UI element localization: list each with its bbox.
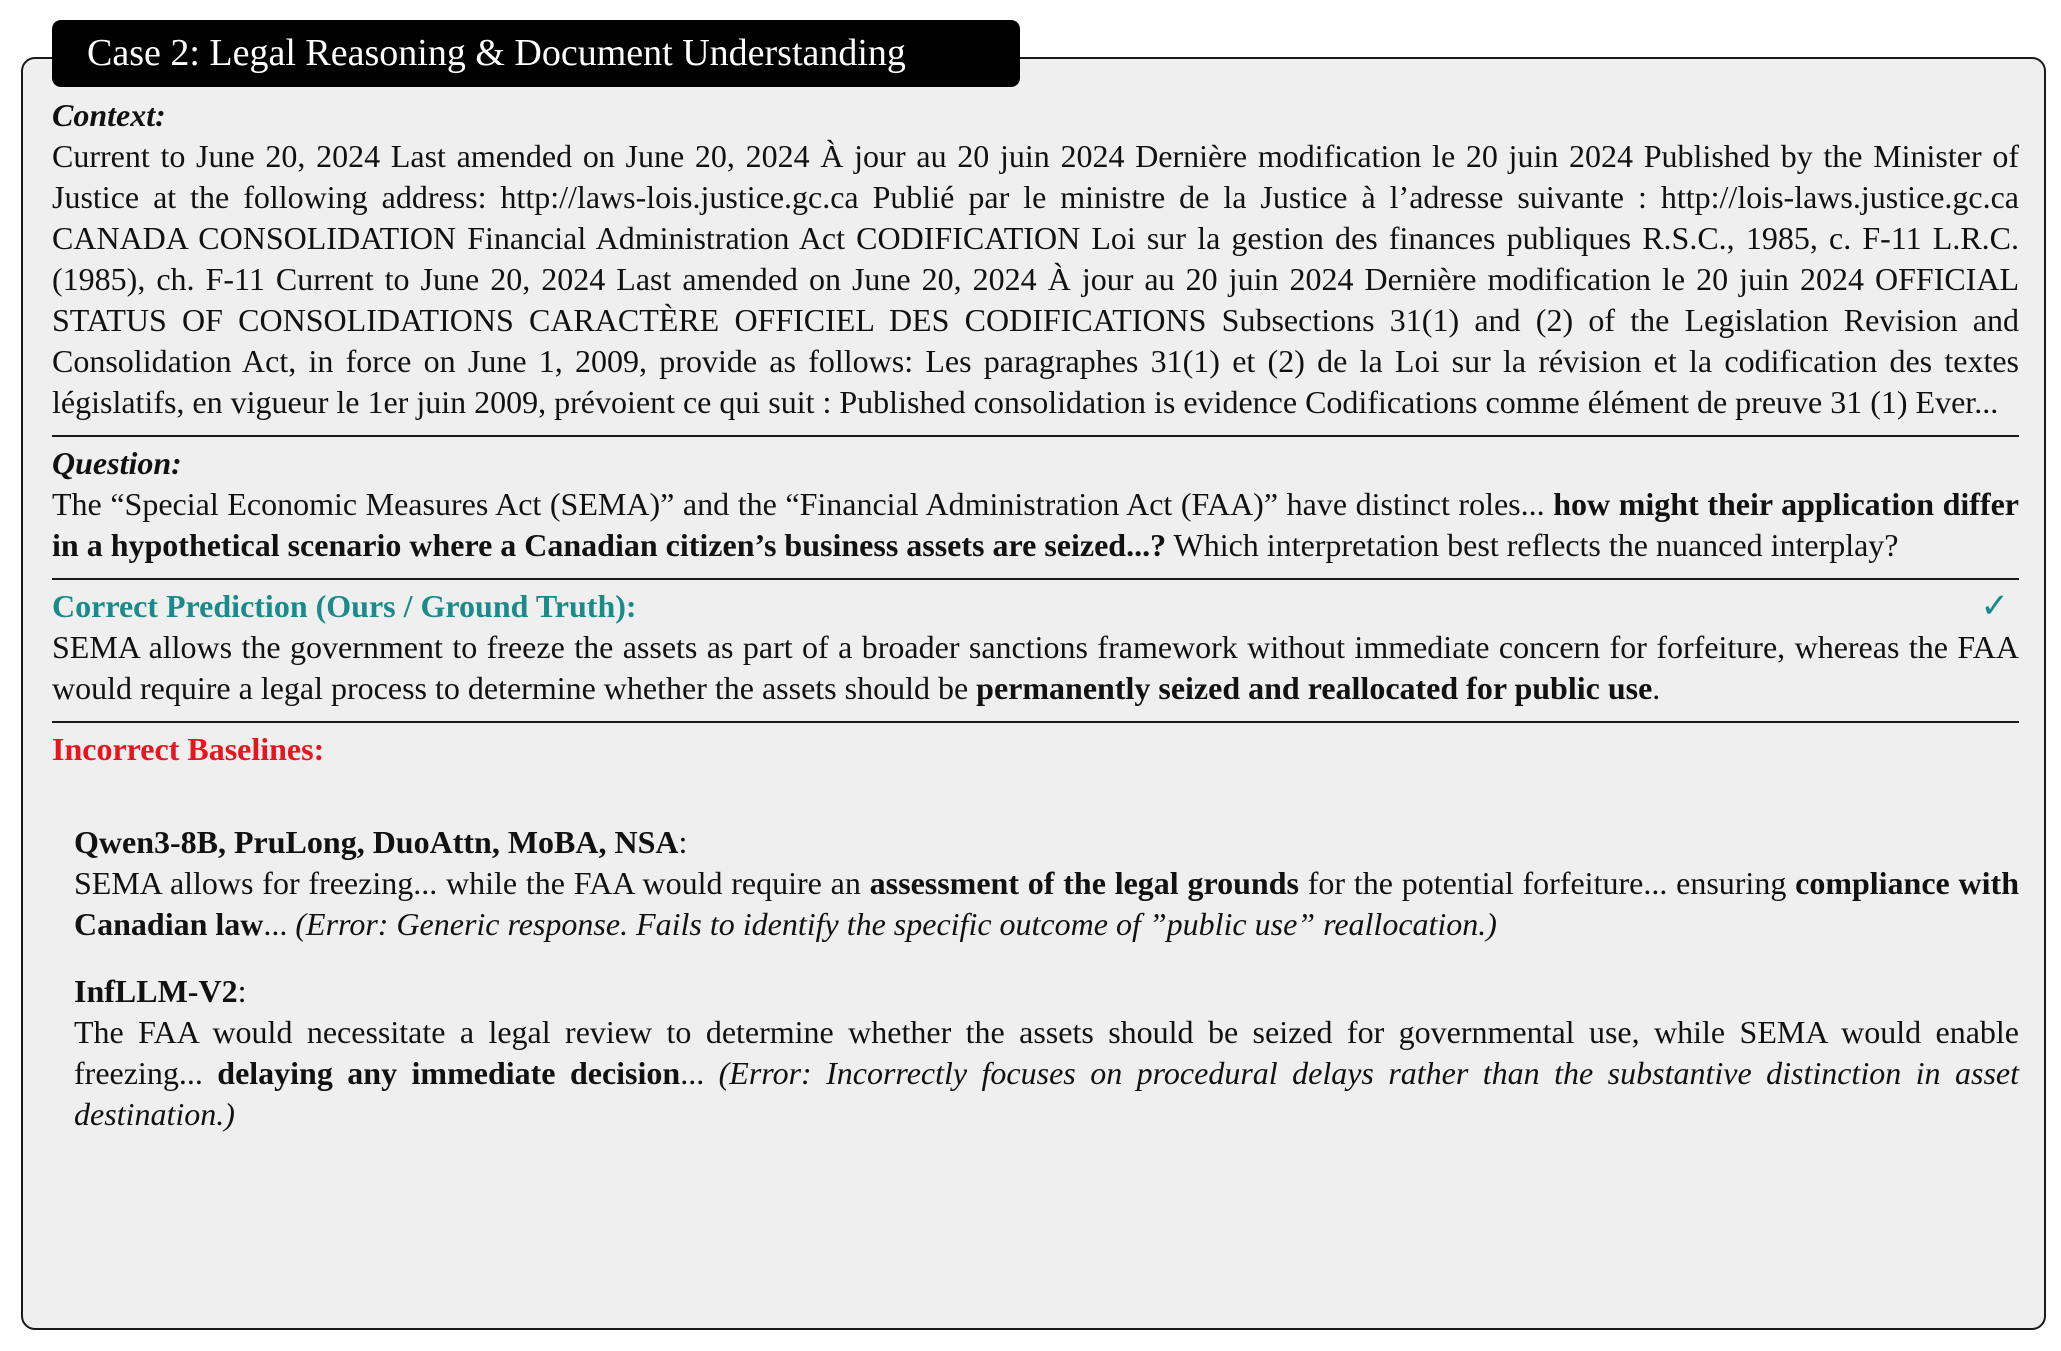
baseline-colon: : bbox=[678, 824, 688, 860]
baseline-colon: : bbox=[237, 973, 247, 1009]
baseline-bold-text: assessment of the legal grounds bbox=[869, 865, 1299, 901]
baseline-error-note: (Error: Generic response. Fails to identify the specific outcome of ”public use” reallocation.) bbox=[295, 906, 1497, 942]
baseline-entry bbox=[52, 971, 2019, 1135]
baseline-text bbox=[74, 1012, 2019, 1135]
question-text bbox=[52, 484, 2019, 566]
baseline-header bbox=[74, 822, 2019, 863]
baseline-header bbox=[74, 971, 2019, 1012]
baseline-text-part: The FAA would necessitate a legal review to determine whether the assets should be seized for governmental use, while SEMA would enable freezing... bbox=[74, 1014, 2019, 1091]
check-icon: ✓ bbox=[1980, 588, 2009, 625]
correct-label-text: Correct Prediction (Ours / Ground Truth): bbox=[52, 588, 637, 624]
baseline-text-part: ... bbox=[680, 1055, 719, 1091]
baseline-bold-text: compliance with Canadian law bbox=[74, 865, 2019, 942]
question-bold-text: how might their application differ in a hypothetical scenario where a Canadian citizen’s business assets are seized...? bbox=[52, 486, 2020, 563]
divider bbox=[52, 578, 2019, 580]
correct-text-part: SEMA allows the government to freeze the assets as part of a broader sanctions framework without immediate concern for forfeiture, whereas the FAA would require a legal process to determine whether the assets should be bbox=[52, 629, 2019, 706]
question-text-part: Which interpretation best reflects the nuanced interplay? bbox=[1166, 527, 1899, 563]
correct-bold-text: permanently seized and reallocated for public use bbox=[976, 670, 1653, 706]
correct-prediction-label bbox=[52, 586, 2019, 627]
divider bbox=[52, 435, 2019, 437]
context-label: Context: bbox=[52, 97, 166, 133]
baseline-name: InfLLM-V2 bbox=[74, 973, 238, 1009]
baseline-name: Qwen3-8B, PruLong, DuoAttn, MoBA, NSA bbox=[74, 824, 679, 860]
baseline-entry bbox=[52, 822, 2019, 945]
case-content bbox=[52, 95, 2019, 1135]
incorrect-baselines-label: Incorrect Baselines: bbox=[52, 731, 325, 767]
question-text-part: The “Special Economic Measures Act (SEMA)” and the “Financial Administration Act (FAA)” have distinct roles... bbox=[52, 486, 1554, 522]
correct-prediction-text bbox=[52, 627, 2019, 709]
divider bbox=[52, 721, 2019, 723]
baseline-text-part: ... bbox=[263, 906, 296, 942]
case-title: Case 2: Legal Reasoning & Document Understanding bbox=[52, 20, 1020, 87]
baseline-bold-text: delaying any immediate decision bbox=[217, 1055, 681, 1091]
baseline-text bbox=[74, 863, 2019, 945]
baseline-error-note: (Error: Incorrectly focuses on procedural delays rather than the substantive distinction in asset destination.) bbox=[74, 1055, 2020, 1132]
baseline-text-part: for the potential forfeiture... ensuring bbox=[1298, 865, 1796, 901]
baseline-text-part: SEMA allows for freezing... while the FAA would require an bbox=[74, 865, 870, 901]
correct-text-part: . bbox=[1652, 670, 1661, 706]
context-text: Current to June 20, 2024 Last amended on June 20, 2024 À jour au 20 juin 2024 Dernière modification le 20 juin 2024 Published by the Minister of Justice at the following address: http://laws-lois.justice.gc.ca Publié par le ministre de la Justice à l’adresse suivante : http://lois-laws.justice.gc.ca CANADA CONSOLIDATION Financial Administration Act CODIFICATION Loi sur la gestion des finances publiques R.S.C., 1985, c. F-11 L.R.C. (1985), ch. F-11 Current to June 20, 2024 Last amended on June 20, 2024 À jour au 20 juin 2024 Dernière modification le 20 juin 2024 OFFICIAL STATUS OF CONSOLIDATIONS CARACTÈRE OFFICIEL DES CODIFICATIONS Subsections 31(1) and (2) of the Legislation Revision and Consolidation Act, in force on June 1, 2009, provide as follows: Les paragraphes 31(1) et (2) de la Loi sur la révision et la codification des textes législatifs, en vigueur le 1er juin 2009, prévoient ce qui suit : Published consolidation is evidence Codifications comme élément de preuve 31 (1) Ever... bbox=[52, 138, 2019, 420]
question-label: Question: bbox=[52, 445, 182, 481]
